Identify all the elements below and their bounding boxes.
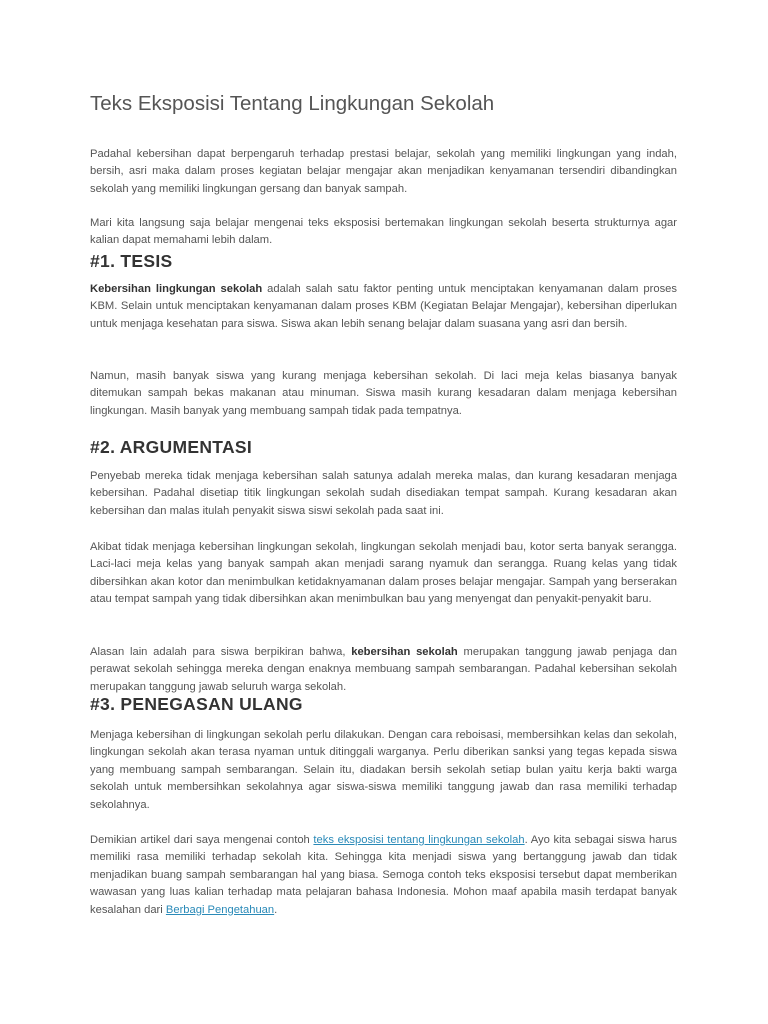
article-link[interactable]: teks eksposisi tentang lingkungan sekolah [313,834,525,846]
section-heading-tesis: #1. TESIS [90,251,173,271]
closing-paragraph-start: Demikian artikel dari saya mengenai contoh [90,834,314,846]
section-heading-penegasan-ulang: #3. PENEGASAN ULANG [90,694,303,714]
section-heading-argumentasi: #2. ARGUMENTASI [90,437,253,457]
closing-paragraph-end: . [274,903,278,916]
intro-paragraph-1: Padahal kebersihan dapat berpengaruh terhadap prestasi belajar, sekolah yang memiliki lingkungan yang indah, bersih, asri maka dalam proses kegiatan belajar mengajar akan menjadikan kenyamanan tersendiri dibandingkan sekolah yang memiliki lingkungan gersang dan banyak sampah. [90,148,677,195]
tesis-paragraph-1-text: adalah salah satu faktor penting untuk menciptakan kenyamanan dalam proses KBM. Selain untuk menciptakan kenyamanan dalam proses KBM (Kegiatan Belajar Mengajar), kebersihan diperlukan untuk menjaga kesehatan para siswa. Siswa akan lebih senang belajar dalam suasana yang asri dan bersih. [90,283,677,330]
tesis-paragraph-1 [90,281,677,333]
argumentasi-paragraph-1: Penyebab mereka tidak menjaga kebersihan salah satunya adalah mereka malas, dan kurang kesadaran menjaga kebersihan. Padahal disetiap titik lingkungan sekolah sudah disediakan tempat sampah. Kurang kesadaran akan kebersihan dan malas itulah penyakit siswa siswi sekolah pada saat ini. [90,470,677,517]
argumentasi-paragraph-3 [90,644,677,696]
closing-paragraph-middle: . Ayo kita sebagai siswa harus memiliki rasa memiliki terhadap sekolah kita. Sehingga kita menjadi siswa yang bertanggung jawab dan tidak menjadikan buang sampah sembarangan hal yang biasa. Semoga contoh teks eksposisi tersebut dapat memberikan wawasan yang luas kalian terhadap mata pelajaran bahasa Indonesia. Mohon maaf apabila masih terdapat banyak kesalahan dari [90,834,677,916]
argumentasi-paragraph-2: Akibat tidak menjaga kebersihan lingkungan sekolah, lingkungan sekolah menjadi bau, kotor serta banyak serangga. Laci-laci meja kelas yang banyak sampah akan menjadi sarang nyamuk dan serangga. Ruang kelas yang tidak dibersihkan akan kotor dan menimbulkan ketidaknyamanan dalam proses belajar mengajar. Sampah yang berserakan atau tempat sampah yang tidak dibersihkan akan menimbulkan bau yang menyengat dan penyakit-penyakit baru. [90,541,677,606]
page-title: Teks Eksposisi Tentang Lingkungan Sekolah [90,92,495,115]
closing-paragraph [90,832,677,919]
tesis-paragraph-2: Namun, masih banyak siswa yang kurang menjaga kebersihan sekolah. Di laci meja kelas biasanya banyak ditemukan sampah bekas makanan atau minuman. Siswa masih kurang kesadaran dalam menjaga kebersihan lingkungan. Masih banyak yang membuang sampah tidak pada tempatnya. [90,370,677,417]
penegasan-paragraph-1: Menjaga kebersihan di lingkungan sekolah perlu dilakukan. Dengan cara reboisasi, membersihkan kelas dan sekolah, lingkungan sekolah akan terasa nyaman untuk ditinggali warganya. Perlu diberikan sanksi yang tegas kepada siswa yang membuang sampah sembarangan. Selain itu, diadakan bersih sekolah setiap bulan yaitu kerja bakti warga sekolah untuk membersihkan sekolahnya agar siswa-siswa memiliki tanggung jawab dan rasa memiliki terhadap sekolahnya. [90,729,677,811]
site-link[interactable]: Berbagi Pengetahuan [165,903,275,916]
bold-term: kebersihan sekolah [351,646,458,658]
argumentasi-paragraph-3-text: merupakan tanggung jawab penjaga dan perawat sekolah sehingga mereka dengan enaknya membuang sampah sembarangan. Padahal kebersihan sekolah merupakan tanggung jawab seluruh warga sekolah. [90,646,677,693]
intro-paragraph-2: Mari kita langsung saja belajar mengenai teks eksposisi bertemakan lingkungan sekolah beserta strukturnya agar kalian dapat memahami lebih dalam. [90,217,677,247]
argumentasi-paragraph-3-start: Alasan lain adalah para siswa berpikiran bahwa, [90,646,352,658]
bold-term: Kebersihan lingkungan sekolah [90,283,263,295]
